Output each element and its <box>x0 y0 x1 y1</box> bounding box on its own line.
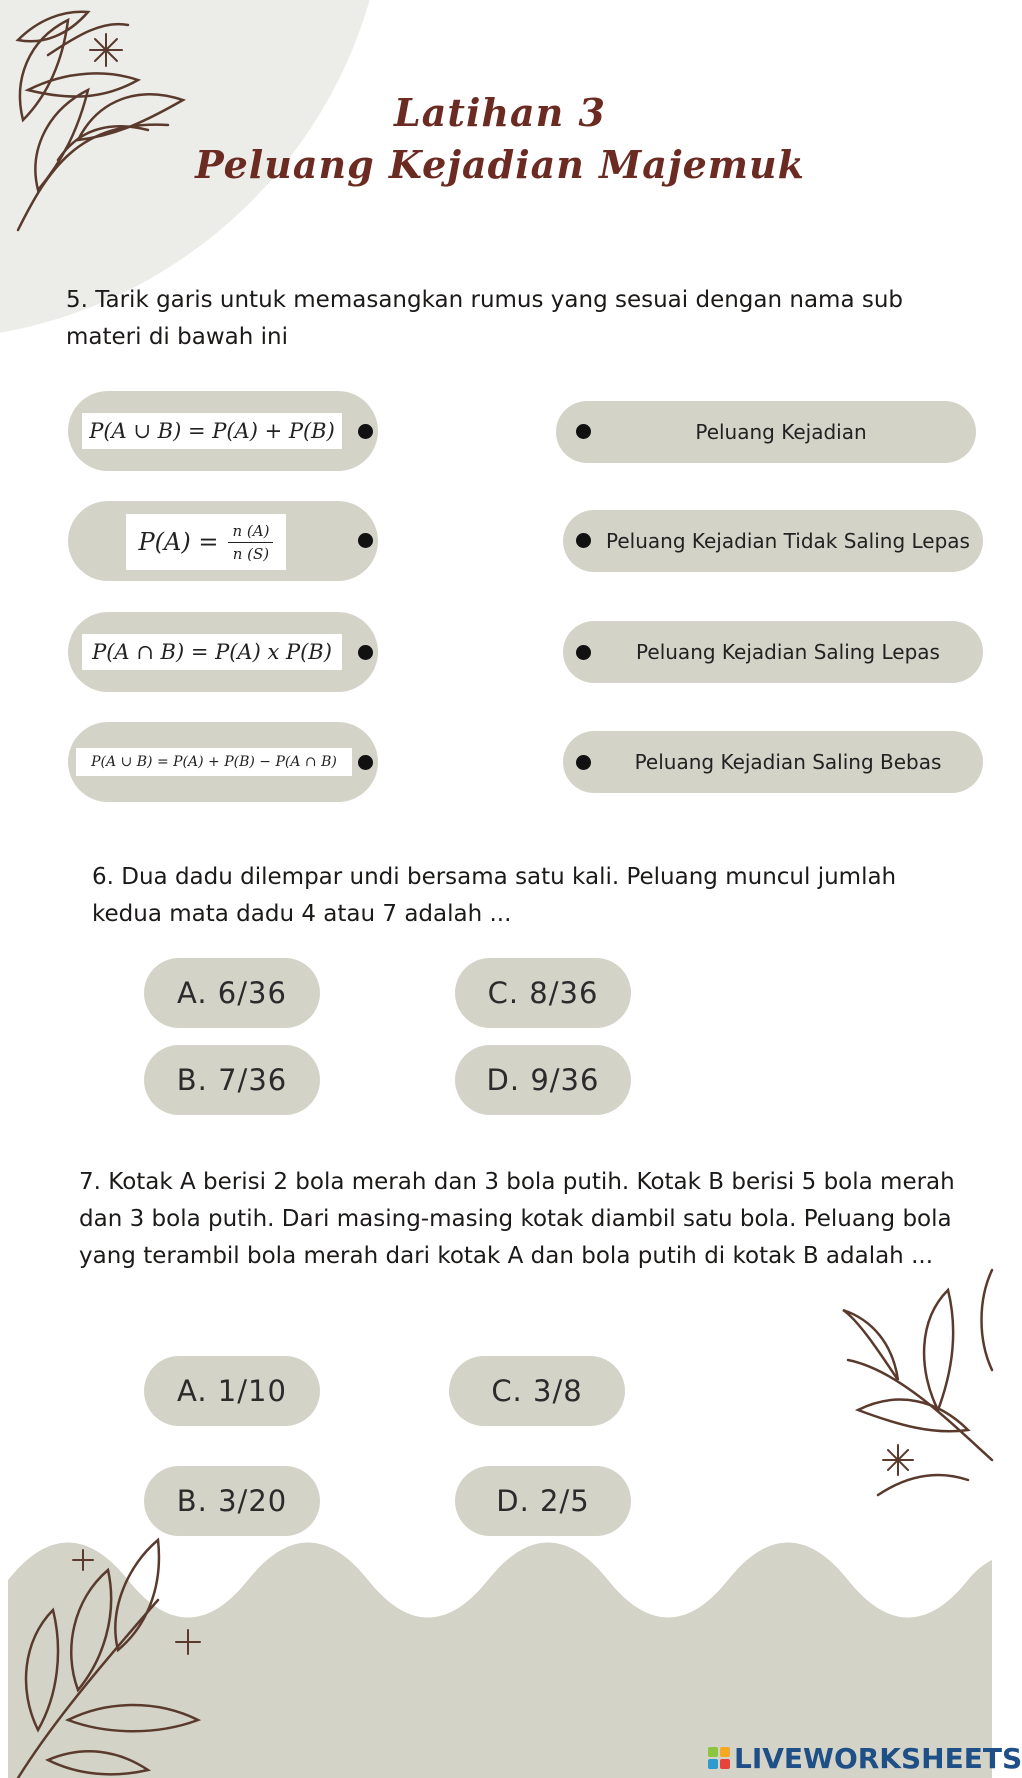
leaf-branch-icon <box>838 1250 992 1510</box>
question-5-text: 5. Tarik garis untuk memasangkan rumus yang sesuai dengan nama sub materi di bawah ini <box>66 287 904 350</box>
q7-option-a[interactable]: A. 1/10 <box>144 1356 320 1426</box>
formula-lhs: P(A) = <box>138 528 219 556</box>
formula-dot-3[interactable] <box>358 645 373 660</box>
formula-dot-2[interactable] <box>358 533 373 548</box>
name-label: Peluang Kejadian Tidak Saling Lepas <box>606 529 970 553</box>
page-title-line2: Peluang Kejadian Majemuk <box>195 142 805 187</box>
name-dot-2[interactable] <box>576 533 591 548</box>
formula-union-disjoint: P(A ∪ B) = P(A) + P(B) <box>82 413 342 449</box>
q6-option-c[interactable]: C. 8/36 <box>455 958 631 1028</box>
formula-union-general: P(A ∪ B) = P(A) + P(B) − P(A ∩ B) <box>76 748 352 776</box>
formula-dot-1[interactable] <box>358 424 373 439</box>
name-dot-4[interactable] <box>576 755 591 770</box>
leaf-branch-icon <box>8 1530 218 1778</box>
name-label: Peluang Kejadian Saling Lepas <box>636 640 940 664</box>
q7-option-b[interactable]: B. 3/20 <box>144 1466 320 1536</box>
formula-intersection: P(A ∩ B) = P(A) x P(B) <box>82 634 342 670</box>
name-label: Peluang Kejadian <box>695 420 867 444</box>
formula-single-event <box>126 514 286 570</box>
formula-pill-3[interactable] <box>68 612 378 692</box>
question-6-text: 6. Dua dadu dilempar undi bersama satu kali. Peluang muncul jumlah kedua mata dadu 4 atau 7 adalah ... <box>92 864 897 927</box>
q6-option-d[interactable]: D. 9/36 <box>455 1045 631 1115</box>
name-dot-1[interactable] <box>576 424 591 439</box>
formula-fraction <box>228 522 273 563</box>
formula-pill-2[interactable] <box>68 501 378 581</box>
name-dot-3[interactable] <box>576 645 591 660</box>
formula-pill-1[interactable] <box>68 391 378 471</box>
name-pill-4[interactable] <box>563 731 983 793</box>
fraction-denominator: n (S) <box>232 544 270 563</box>
question-7-text: 7. Kotak A berisi 2 bola merah dan 3 bola putih. Kotak B berisi 5 bola merah dan 3 bola putih. Dari masing-masing kotak diambil satu bola. Peluang bola yang terambil bola merah dari kotak A dan bola putih di kotak B adalah ... <box>79 1169 955 1269</box>
fraction-numerator: n (A) <box>228 522 273 543</box>
name-label: Peluang Kejadian Saling Bebas <box>634 750 942 774</box>
name-pill-2[interactable] <box>563 510 983 572</box>
q7-option-c[interactable]: C. 3/8 <box>449 1356 625 1426</box>
name-pill-3[interactable] <box>563 621 983 683</box>
name-pill-1[interactable] <box>556 401 976 463</box>
formula-pill-4[interactable] <box>68 722 378 802</box>
q7-option-d[interactable]: D. 2/5 <box>455 1466 631 1536</box>
q6-option-b[interactable]: B. 7/36 <box>144 1045 320 1115</box>
logo-mark-icon <box>708 1747 730 1769</box>
worksheet-page <box>8 0 1022 1778</box>
sparkle-icon <box>86 30 126 70</box>
logo-text: LIVEWORKSHEETS <box>734 1741 1022 1775</box>
page-title-line1: Latihan 3 <box>394 90 606 135</box>
q6-option-a[interactable]: A. 6/36 <box>144 958 320 1028</box>
liveworksheets-logo[interactable] <box>708 1740 1022 1776</box>
formula-dot-4[interactable] <box>358 755 373 770</box>
